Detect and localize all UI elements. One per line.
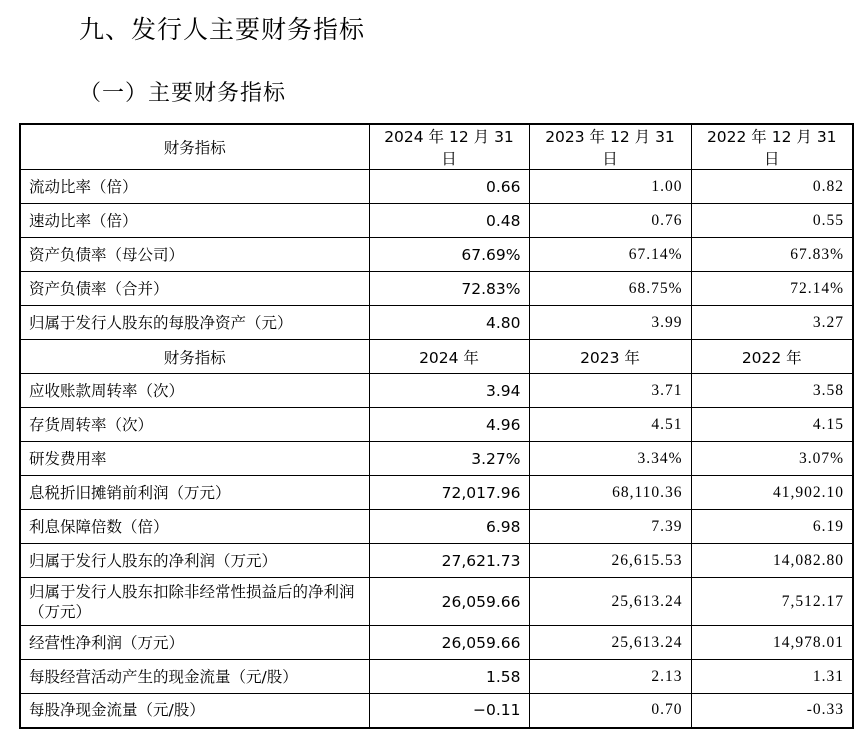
value-2023: 68.75%	[529, 272, 691, 306]
value-2023: 25,613.24	[529, 626, 691, 660]
value-2024: 26,059.66	[369, 578, 529, 626]
table-row	[20, 374, 853, 408]
row-label: 资产负债率（合并）	[20, 272, 369, 306]
value-2023: 67.14%	[529, 238, 691, 272]
table-row	[20, 510, 853, 544]
value-2023: 26,615.53	[529, 544, 691, 578]
row-label: 流动比率（倍）	[20, 170, 369, 204]
table-row	[20, 476, 853, 510]
table-row	[20, 694, 853, 728]
value-2023: 4.51	[529, 408, 691, 442]
value-2024: 72,017.96	[369, 476, 529, 510]
value-2024: 67.69%	[369, 238, 529, 272]
table-header-row	[20, 124, 853, 170]
value-2022: -0.33	[691, 694, 853, 728]
table-row	[20, 442, 853, 476]
table-row	[20, 544, 853, 578]
value-2023: 68,110.36	[529, 476, 691, 510]
column-header: 2023 年 12 月 31 日	[529, 124, 691, 170]
column-header: 财务指标	[20, 340, 369, 374]
table-row	[20, 626, 853, 660]
value-2022: 3.58	[691, 374, 853, 408]
column-header: 财务指标	[20, 124, 369, 170]
row-label: 速动比率（倍）	[20, 204, 369, 238]
value-2022: 7,512.17	[691, 578, 853, 626]
table-row	[20, 306, 853, 340]
value-2022: 0.55	[691, 204, 853, 238]
value-2022: 4.15	[691, 408, 853, 442]
row-label: 资产负债率（母公司）	[20, 238, 369, 272]
value-2024: 4.80	[369, 306, 529, 340]
value-2022: 6.19	[691, 510, 853, 544]
row-label: 经营性净利润（万元）	[20, 626, 369, 660]
column-header: 2024 年 12 月 31 日	[369, 124, 529, 170]
value-2023: 3.34%	[529, 442, 691, 476]
value-2022: 0.82	[691, 170, 853, 204]
value-2024: 1.58	[369, 660, 529, 694]
subsection-heading: （一）主要财务指标	[79, 81, 287, 106]
table-row	[20, 204, 853, 238]
value-2022: 41,902.10	[691, 476, 853, 510]
value-2024: 3.27%	[369, 442, 529, 476]
value-2022: 1.31	[691, 660, 853, 694]
value-2024: 72.83%	[369, 272, 529, 306]
table-row	[20, 272, 853, 306]
value-2023: 3.71	[529, 374, 691, 408]
row-label: 利息保障倍数（倍）	[20, 510, 369, 544]
column-header: 2024 年	[369, 340, 529, 374]
row-label: 每股净现金流量（元/股）	[20, 694, 369, 728]
table-row	[20, 660, 853, 694]
value-2022: 3.07%	[691, 442, 853, 476]
value-2024: 0.48	[369, 204, 529, 238]
table-subheader-row	[20, 340, 853, 374]
value-2023: 0.70	[529, 694, 691, 728]
row-label: 存货周转率（次）	[20, 408, 369, 442]
column-header: 2022 年 12 月 31 日	[691, 124, 853, 170]
value-2024: 27,621.73	[369, 544, 529, 578]
value-2023: 3.99	[529, 306, 691, 340]
value-2024: 4.96	[369, 408, 529, 442]
value-2022: 67.83%	[691, 238, 853, 272]
value-2023: 7.39	[529, 510, 691, 544]
row-label: 归属于发行人股东的净利润（万元）	[20, 544, 369, 578]
value-2024: 3.94	[369, 374, 529, 408]
row-label: 每股经营活动产生的现金流量（元/股）	[20, 660, 369, 694]
value-2023: 25,613.24	[529, 578, 691, 626]
value-2023: 2.13	[529, 660, 691, 694]
value-2022: 14,082.80	[691, 544, 853, 578]
row-label: 息税折旧摊销前利润（万元）	[20, 476, 369, 510]
value-2024: 26,059.66	[369, 626, 529, 660]
column-header: 2023 年	[529, 340, 691, 374]
row-label: 归属于发行人股东扣除非经常性损益后的净利润（万元）	[20, 578, 369, 626]
table-row	[20, 238, 853, 272]
value-2023: 1.00	[529, 170, 691, 204]
value-2024: 0.66	[369, 170, 529, 204]
row-label: 应收账款周转率（次）	[20, 374, 369, 408]
row-label: 研发费用率	[20, 442, 369, 476]
value-2022: 72.14%	[691, 272, 853, 306]
financial-indicators-table	[19, 123, 854, 729]
column-header: 2022 年	[691, 340, 853, 374]
section-heading: 九、发行人主要财务指标	[79, 15, 366, 44]
table-row	[20, 170, 853, 204]
value-2023: 0.76	[529, 204, 691, 238]
row-label: 归属于发行人股东的每股净资产（元）	[20, 306, 369, 340]
value-2022: 14,978.01	[691, 626, 853, 660]
value-2022: 3.27	[691, 306, 853, 340]
value-2024: 6.98	[369, 510, 529, 544]
table-row	[20, 578, 853, 626]
value-2024: −0.11	[369, 694, 529, 728]
table-row	[20, 408, 853, 442]
